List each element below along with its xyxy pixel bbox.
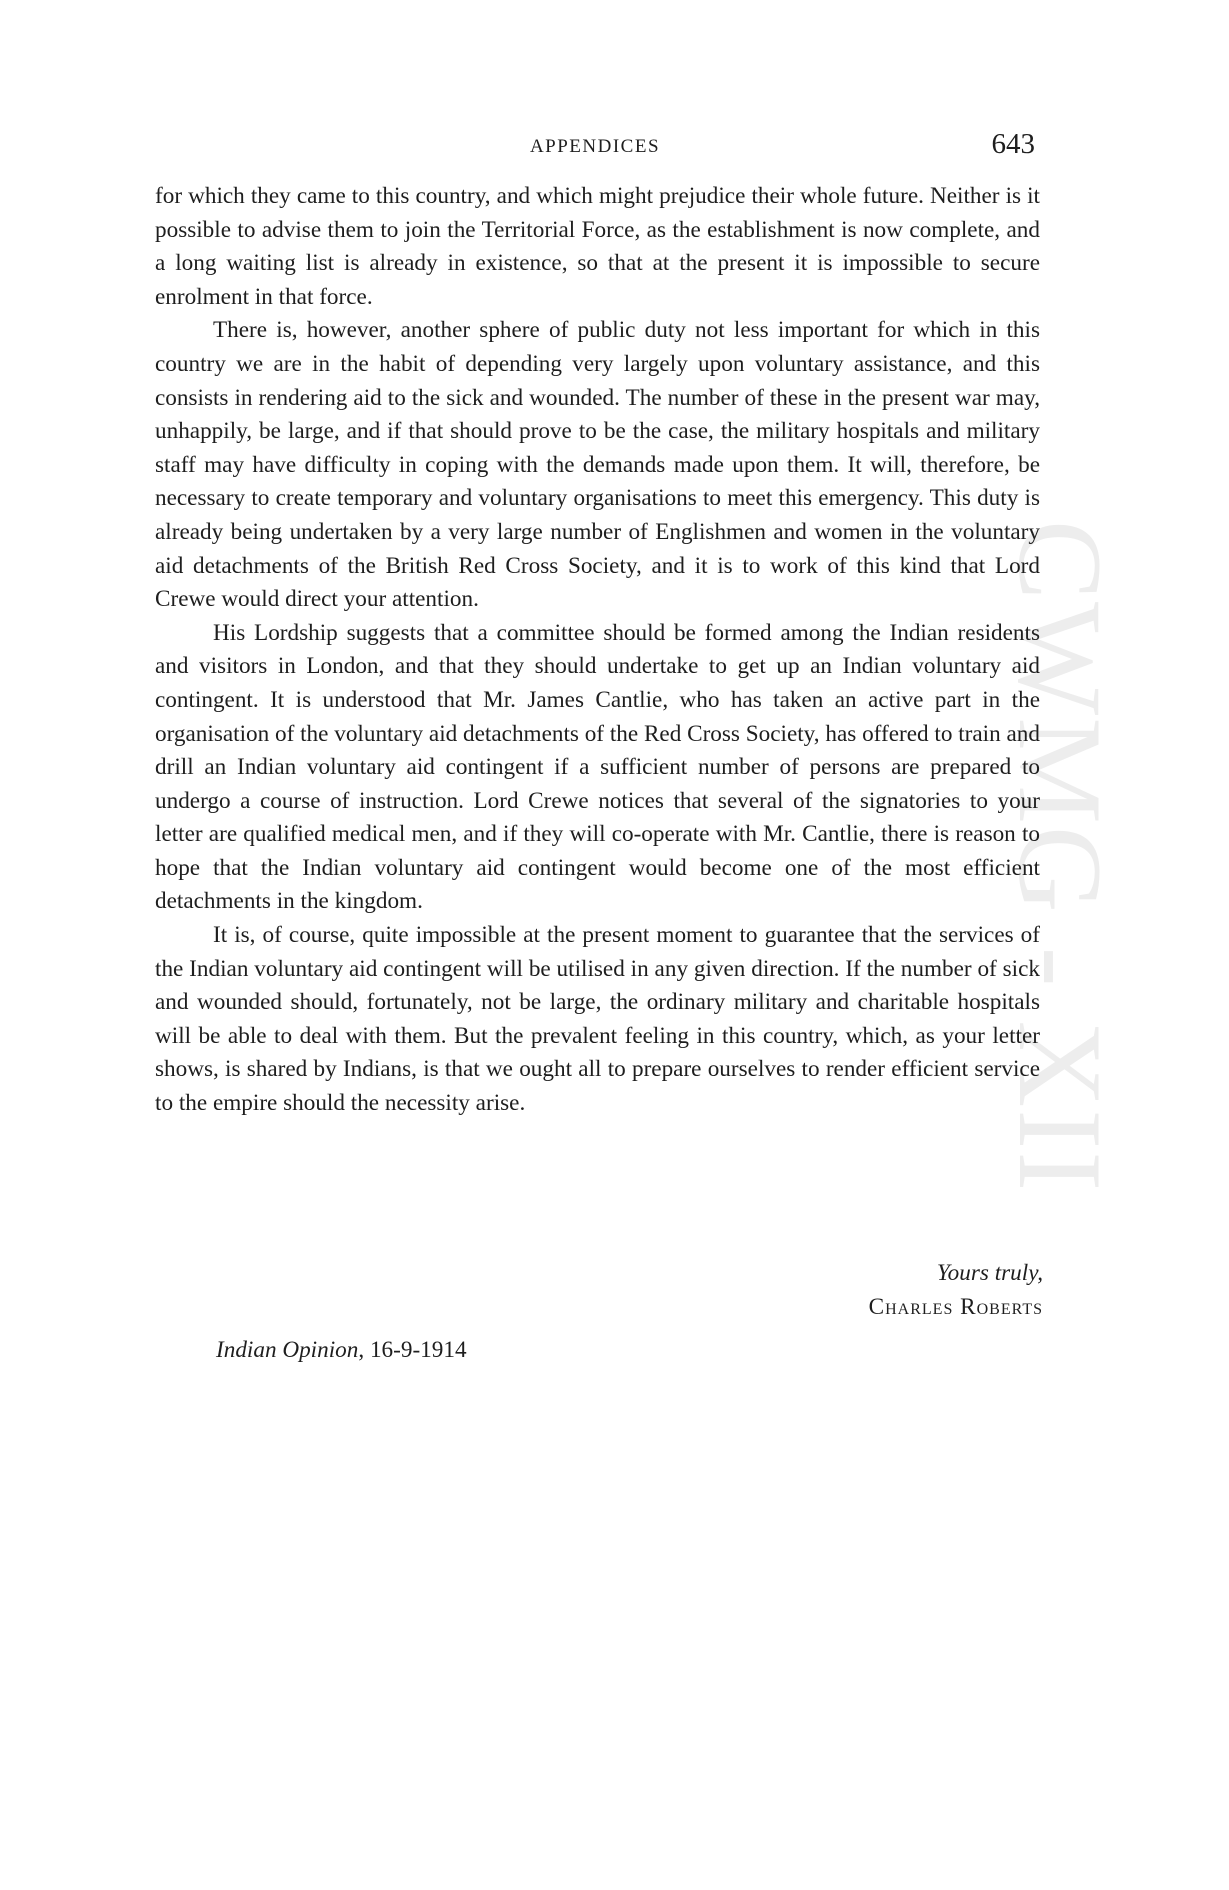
paragraph: There is, however, another sphere of public duty not less important for which in this country we are in the habit of depending very largely upon voluntary assistance, and this consists in rendering aid to the sick and wounded. The number of these in the present war may, unhappily, be large, and if that should prove to be the case, the military hospitals and military staff may have difficulty in coping with the demands made upon them. It will, therefore, be necessary to create temporary and voluntary organisations to meet this emergency. This duty is already being undertaken by a very large number of Englishmen and women in the voluntary aid detachments of the British Red Cross Society, and it is to work of this kind that Lord Crewe would direct your attention.: [155, 317, 1040, 613]
page-header: [155, 128, 1035, 168]
source-date: , 16-9-1914: [358, 1337, 467, 1363]
page-number: 643: [991, 128, 1035, 160]
watermark-text: CWMG - XII: [994, 520, 1127, 1194]
paragraph-continued: for which they came to this country, and which might prejudice their whole future. Neither is it possible to advise them to join the Territorial Force, as the establishment is now complete, and a long waiting list is already in existence, so that at the present it is impossible to secure enrolment in that force.: [155, 183, 1040, 310]
closing-salutation: Yours truly,: [936, 1260, 1043, 1286]
source-publication: Indian Opinion: [216, 1337, 359, 1363]
signature: Charles Roberts: [868, 1294, 1043, 1320]
paragraph: His Lordship suggests that a committee should be formed among the Indian residents and visitors in London, and that they should undertake to get up an Indian voluntary aid contingent. It is understood that Mr. James Cantlie, who has taken an active part in the organisation of the voluntary aid detachments of the Red Cross Society, has offered to train and drill an Indian voluntary aid contingent if a sufficient number of persons are prepared to undergo a course of instruction. Lord Crewe notices that several of the signatories to your letter are qualified medical men, and if they will co-operate with Mr. Cantlie, there is reason to hope that the Indian voluntary aid contingent would become one of the most efficient detachments in the kingdom.: [155, 619, 1040, 915]
running-head: APPENDICES: [529, 136, 661, 157]
source-citation: [216, 1337, 467, 1364]
body-text: [155, 180, 1040, 1121]
letter-closing: [700, 1256, 1043, 1324]
paragraph: It is, of course, quite impossible at the present moment to guarantee that the services of the Indian voluntary aid contingent will be utilised in any given direction. If the number of sick and wounded should, fortunately, not be large, the ordinary military and charitable hospitals will be able to deal with them. But the prevalent feeling in this country, which, as your letter shows, is shared by Indians, is that we ought all to prepare ourselves to render efficient service to the empire should the necessity arise.: [155, 922, 1040, 1117]
